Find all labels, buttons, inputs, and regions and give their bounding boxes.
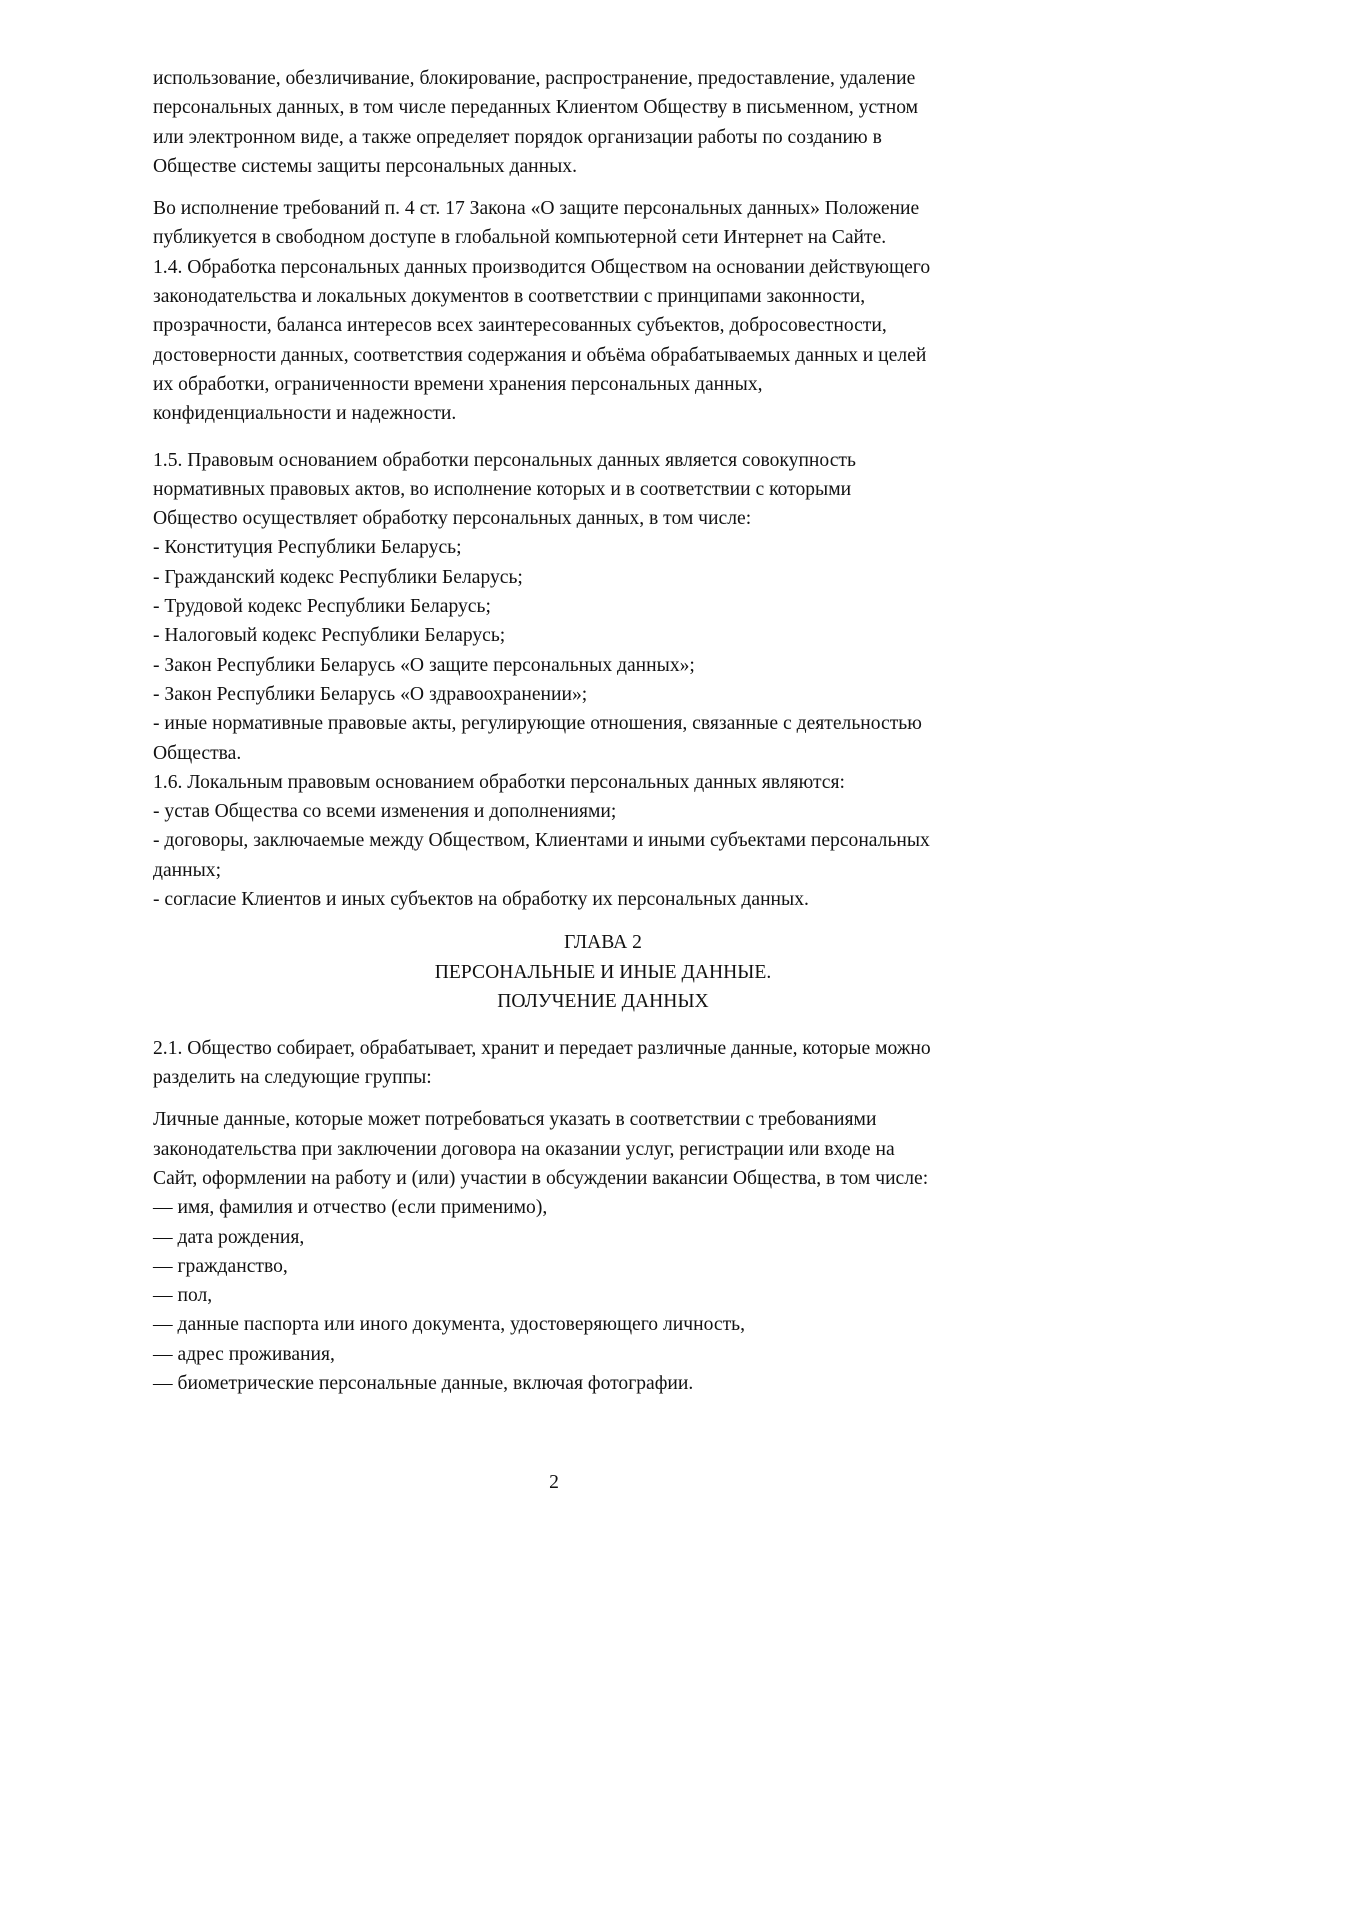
paragraph-processing-scope: использование, обезличивание, блокирование, распространение, предоставление, удаление персональных данных, в том числе переданных Клиентом Обществу в письменном, устном или электронном виде, а также определяет порядок организации работы по созданию в Обществе системы защиты персональных данных. — [153, 68, 919, 177]
paragraph-1-5-legal-basis: 1.5. Правовым основанием обработки персональных данных является совокупность нормативных правовых актов, во исполнение которых и в соответствии с которыми Общество осуществляет обработку персональных данных, в том числе: - Конституция Республики Беларусь; - Гражданский кодекс Республики Беларусь; - Трудовой кодекс Республики Беларусь; - Налоговый кодекс Республики Беларусь; - Закон Республики Беларусь «О защите персональных данных»; - Закон Республики Беларусь «О здравоохранении»; - иные нормативные правовые акты, регулирующие отношения, связанные с деятельностью Общества. 1.6. Локальным правовым основанием обработки персональных данных являются: - устав Общества со всеми изменения и дополнениями; - договоры, заключаемые между Обществом, Клиентами и иными субъектами персональных данных; - согласие Клиентов и иных субъектов на обработку их персональных данных. — [153, 449, 930, 911]
chapter-title-line-2: ПОЛУЧЕНИЕ ДАННЫХ — [497, 991, 709, 1013]
paragraph-2-1-data-groups: 2.1. Общество собирает, обрабатывает, хранит и передает различные данные, которые можно разделить на следующие группы: — [153, 1037, 931, 1089]
paragraph-publication: Во исполнение требований п. 4 ст. 17 Закона «О защите персональных данных» Положение публикуется в свободном доступе в глобальной компьютерной сети Интернет на Сайте. — [153, 198, 920, 249]
paragraph-personal-data-list: Личные данные, которые может потребоваться указать в соответствии с требованиями законодательства при заключении договора на оказании услуг, регистрации или входе на Сайт, оформлении на работу и (или) участии в обсуждении вакансии Общества, в том числе: — имя, фамилия и отчество (если применимо), — дата рождения, — гражданство, — пол, — данные паспорта или иного документа, удостоверяющего личность, — адрес проживания, — биометрические персональные данные, включая фотографии. — [153, 1109, 929, 1395]
chapter-heading — [153, 928, 1053, 1017]
page-number: 2 — [549, 1472, 559, 1493]
paragraph-1-4-principles: 1.4. Обработка персональных данных производится Обществом на основании действующего законодательства и локальных документов в соответствии с принципами законности, прозрачности, баланса интересов всех заинтересованных субъектов, добросовестности, достоверности данных, соответствия содержания и объёма обрабатываемых данных и целей их обработки, ограниченности времени хранения персональных данных, конфиденциальности и надежности. — [153, 256, 931, 425]
chapter-number: ГЛАВА 2 — [564, 932, 642, 954]
document-body — [153, 64, 1053, 1398]
chapter-title-line-1: ПЕРСОНАЛЬНЫЕ И ИНЫЕ ДАННЫЕ. — [434, 961, 772, 983]
